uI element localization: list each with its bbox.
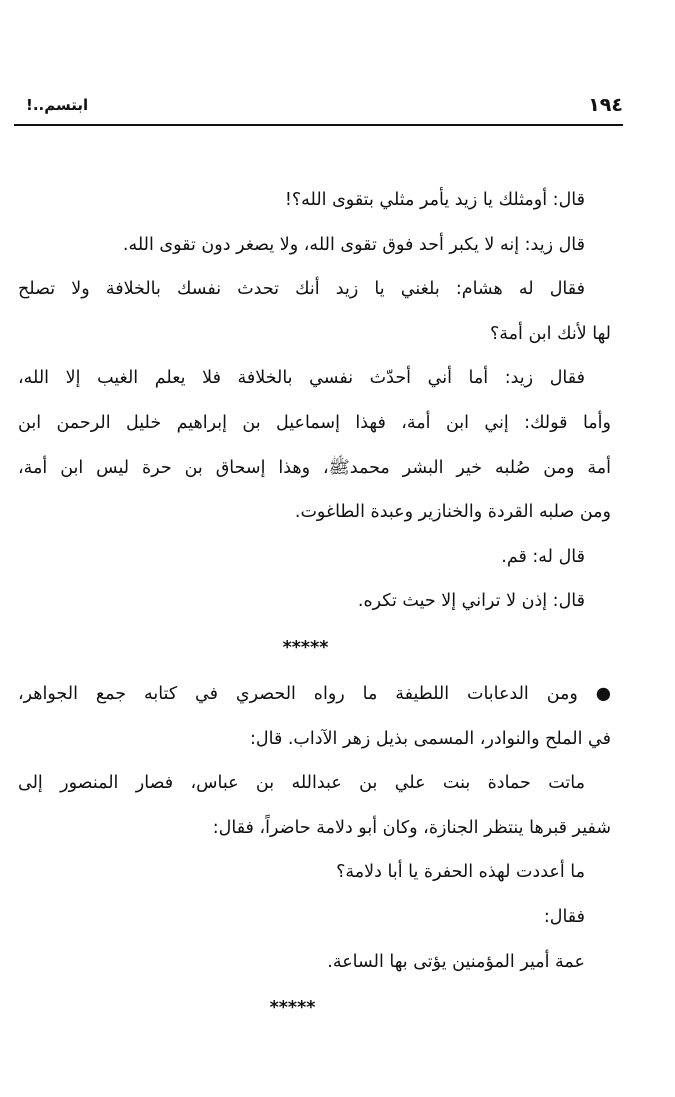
text-line: وأما قولك: إني ابن أمة، فهذا إسماعيل بن إبراهيم خليل الرحمن ابن [18, 412, 611, 433]
text-line: ● ومن الدعابات اللطيفة ما رواه الحصري في كتابه جمع الجواهر، [18, 683, 611, 704]
text-line: عمة أمير المؤمنين يؤتى بها الساعة. [327, 951, 585, 972]
text-line: في الملح والنوادر، المسمى بذيل زهر الآداب. قال: [250, 728, 611, 749]
text-line: قال: أومثلك يا زيد يأمر مثلي بتقوى الله؟! [284, 190, 585, 210]
text-line: ومن صلبه القردة والخنازير وعبدة الطاغوت. [294, 502, 611, 523]
page-header [14, 92, 623, 122]
section-separator: ***** [269, 998, 316, 1019]
text-line: فقال زيد: أما أني أحدّث نفسي بالخلافة فلا يعلم الغيب إلا الله، [18, 368, 585, 389]
section-separator: ***** [282, 637, 329, 658]
text-line: فقال: [543, 906, 585, 927]
text-line: فقال له هشام: بلغني يا زيد أنك تحدث نفسك بالخلافة ولا تصلح [18, 279, 585, 300]
text-line: قال له: قم. [501, 546, 585, 567]
running-title: ابتسم..! [26, 96, 89, 114]
text-line: أمة ومن صُلبه خير البشر محمدﷺ، وهذا إسحاق بن حرة ليس ابن أمة، [18, 457, 611, 478]
text-line: ماتت حمادة بنت علي بن عبدالله بن عباس، فصار المنصور إلى [18, 773, 585, 794]
text-line: قال زيد: إنه لا يكبر أحد فوق تقوى الله، ولا يصغر دون تقوى الله. [122, 234, 585, 255]
page-number: ١٩٤ [588, 94, 623, 116]
page-body [18, 178, 611, 1032]
text-line: شفير قبرها ينتظر الجنازة، وكان أبو دلامة حاضراً، فقال: [212, 817, 611, 838]
header-divider [14, 124, 623, 126]
text-line: لها لأنك ابن أمة؟ [490, 323, 611, 344]
text-line: قال: إذن لا تراني إلا حيث تكره. [357, 591, 585, 612]
text-line: ما أعددت لهذه الحفرة يا أبا دلامة؟ [336, 862, 585, 883]
